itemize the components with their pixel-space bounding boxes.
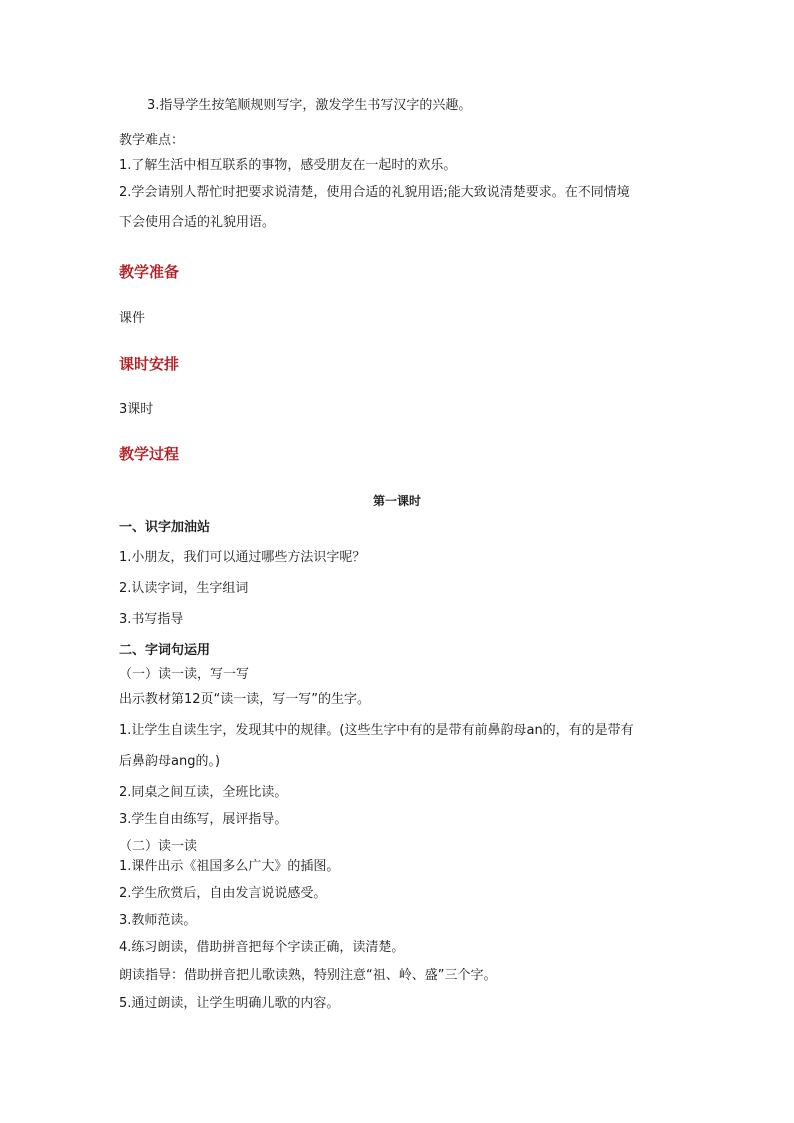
reading-guidance: 朗读指导：借助拼音把儿歌读熟，特别注意“祖、岭、盛”三个字。: [119, 968, 497, 983]
section-2-sub-1-item-1-line-2: 后鼻韵母ang的。): [119, 754, 221, 769]
preparation-heading: 教学准备: [119, 263, 180, 281]
section-2-sub-1-item-2: 2.同桌之间互读，全班比读。: [119, 785, 288, 800]
difficulty-item-1: 1.了解生活中相互联系的事物，感受朋友在一起时的欢乐。: [119, 158, 457, 173]
section-2-sub-2-item-5: 5.通过朗读，让学生明确儿歌的内容。: [119, 996, 340, 1011]
section-2-sub-2-title: （二）读一读: [119, 839, 198, 854]
section-2-title: 二、字词句运用: [119, 643, 211, 658]
difficulties-label: 教学难点：: [119, 133, 185, 148]
difficulty-item-2-line-2: 下会使用合适的礼貌用语。: [119, 215, 276, 230]
section-2-sub-1-item-3: 3.学生自由练写，展评指导。: [119, 812, 288, 827]
section-1-item-2: 2.认读字词，生字组词: [119, 581, 249, 596]
section-1-title: 一、识字加油站: [119, 520, 211, 535]
section-2-sub-2-item-1: 1.课件出示《祖国多么广大》的插图。: [119, 859, 340, 874]
section-1-item-1: 1.小朋友，我们可以通过哪些方法识字呢？: [119, 550, 366, 565]
lesson-title: 第一课时: [372, 494, 421, 508]
schedule-content: 3课时: [119, 402, 154, 417]
document-page: [119, 0, 679, 1123]
preparation-content: 课件: [119, 311, 146, 326]
section-2-sub-1-intro: 出示教材第12页“读一读，写一写”的生字。: [119, 692, 371, 707]
section-2-sub-2-item-3: 3.教师范读。: [119, 913, 197, 928]
section-2-sub-2-item-4: 4.练习朗读，借助拼音把每个字读正确，读清楚。: [119, 940, 405, 955]
section-2-sub-2-item-2: 2.学生欣赏后，自由发言说说感受。: [119, 886, 327, 901]
difficulty-item-2-line-1: 2.学会请别人帮忙时把要求说清楚，使用合适的礼貌用语;能大致说清楚要求。在不同情境: [119, 185, 630, 200]
section-2-sub-1-title: （一）读一读，写一写: [119, 667, 250, 682]
objective-item-3: 3.指导学生按笔顺规则写字，激发学生书写汉字的兴趣。: [147, 98, 472, 113]
process-heading: 教学过程: [119, 445, 180, 463]
section-1-item-3: 3.书写指导: [119, 612, 184, 627]
section-2-sub-1-item-1-line-1: 1.让学生自读生字，发现其中的规律。(这些生字中有的是带有前鼻韵母an的，有的是带有: [119, 723, 634, 738]
schedule-heading: 课时安排: [119, 355, 180, 373]
